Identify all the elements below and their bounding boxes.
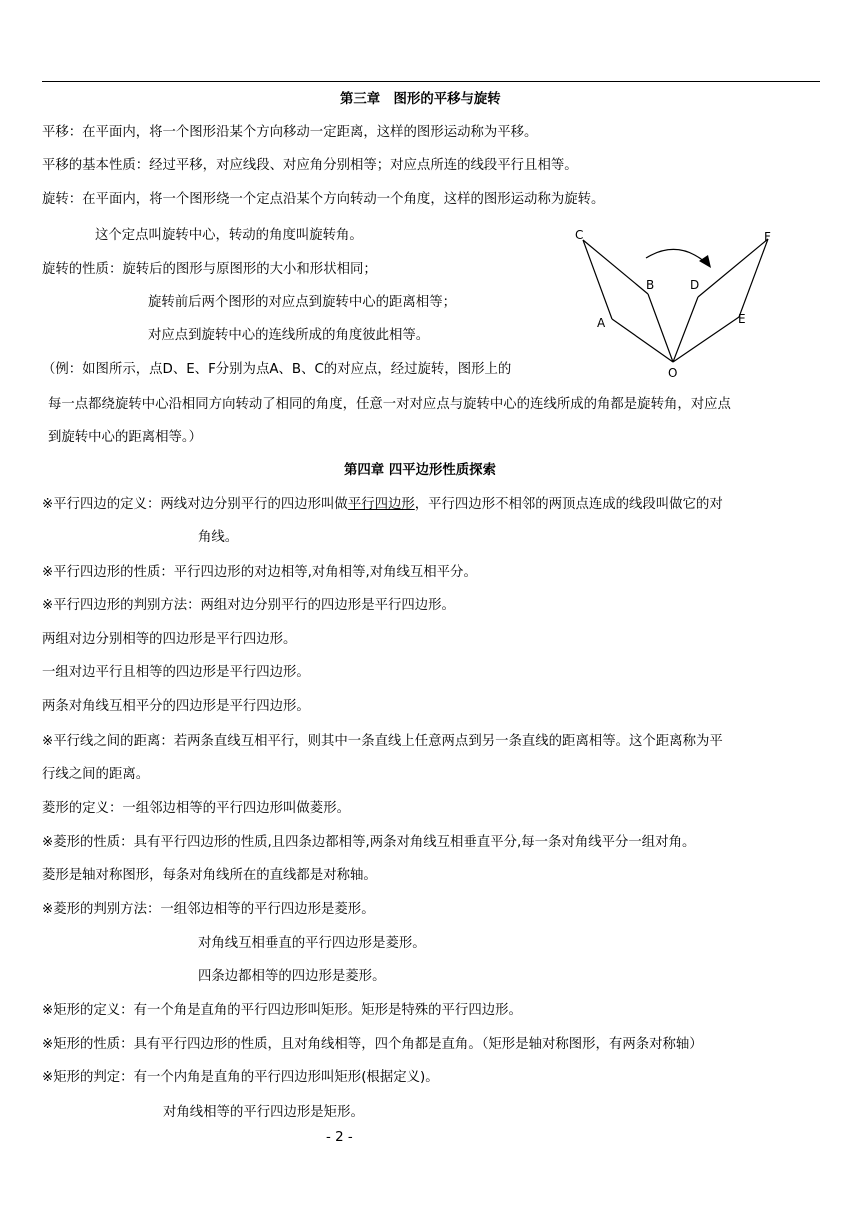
- rhombus-test-3: 四条边都相等的四边形是菱形。: [198, 969, 386, 984]
- rectangle-definition: ※矩形的定义：有一个角是直角的平行四边形叫矩形。矩形是特殊的平行四边形。: [42, 1003, 522, 1018]
- rotation-property-1: 旋转的性质：旋转后的图形与原图形的大小和形状相同；: [42, 262, 377, 277]
- parallelogram-definition: [42, 497, 723, 513]
- label-f: F: [764, 230, 771, 244]
- label-a: A: [597, 316, 606, 330]
- rotation-figure: [565, 222, 790, 382]
- rhombus-test-1: ※菱形的判别方法：一组邻边相等的平行四边形是菱形。: [42, 902, 375, 917]
- translation-definition: 平移：在平面内，将一个图形沿某个方向移动一定距离，这样的图形运动称为平移。: [42, 125, 538, 140]
- rotation-example-3: 到旋转中心的距离相等。）: [48, 430, 202, 445]
- header-rule: [42, 81, 820, 82]
- rectangle-test-1: ※矩形的判定：有一个内角是直角的平行四边形叫矩形(根据定义)。: [42, 1070, 439, 1085]
- rhombus-symmetry: 菱形是轴对称图形，每条对角线所在的直线都是对称轴。: [42, 868, 377, 883]
- parallel-distance-2: 行线之间的距离。: [42, 767, 150, 782]
- rhombus-property: ※菱形的性质：具有平行四边形的性质,且四条边都相等,两条对角线互相垂直平分,每一条对角线平分一组对角。: [42, 835, 696, 850]
- rotation-example-1: （例：如图所示，点D、E、F分别为点A、B、C的对应点，经过旋转，图形上的: [42, 362, 512, 377]
- chapter4-title: 第四章 四平边形性质探索: [344, 463, 496, 478]
- rotation-example-2: 每一点都绕旋转中心沿相同方向转动了相同的角度，任意一对对应点与旋转中心的连线所成的角都是旋转角，对应点: [48, 397, 731, 412]
- rhombus-test-2: 对角线互相垂直的平行四边形是菱形。: [198, 936, 426, 951]
- label-e: E: [738, 312, 746, 326]
- rectangle-property: ※矩形的性质：具有平行四边形的性质，且对角线相等，四个角都是直角。（矩形是轴对称图形，有两条对称轴）: [42, 1037, 703, 1052]
- label-o: O: [668, 366, 678, 380]
- chapter3-title: 第三章 图形的平移与旋转: [340, 92, 501, 107]
- parallelogram-test-2: 两组对边分别相等的四边形是平行四边形。: [42, 632, 297, 647]
- def-prefix: ※平行四边的定义：两线对边分别平行的四边形叫做: [42, 497, 348, 512]
- label-b: B: [646, 278, 655, 292]
- label-c: C: [575, 228, 584, 242]
- translation-property: 平移的基本性质：经过平移，对应线段、对应角分别相等；对应点所连的线段平行且相等。: [42, 158, 578, 173]
- rotation-center-text: 这个定点叫旋转中心，转动的角度叫旋转角。: [95, 228, 363, 243]
- parallelogram-test-3: 一组对边平行且相等的四边形是平行四边形。: [42, 665, 310, 680]
- parallelogram-test-1: ※平行四边形的判别方法：两组对边分别平行的四边形是平行四边形。: [42, 598, 455, 613]
- parallelogram-definition-cont: 角线。: [198, 530, 239, 545]
- def-suffix: ，平行四边形不相邻的两顶点连成的线段叫做它的对: [414, 497, 723, 512]
- label-d: D: [690, 278, 700, 292]
- rotation-property-3: 对应点到旋转中心的连线所成的角度彼此相等。: [148, 328, 430, 343]
- rectangle-test-2: 对角线相等的平行四边形是矩形。: [163, 1105, 364, 1120]
- page-number: - 2 -: [326, 1130, 353, 1145]
- parallelogram-property: ※平行四边形的性质：平行四边形的对边相等,对角相等,对角线互相平分。: [42, 565, 477, 580]
- rotation-definition: 旋转：在平面内，将一个图形绕一个定点沿某个方向转动一个角度，这样的图形运动称为旋转。: [42, 192, 605, 207]
- rhombus-definition: 菱形的定义：一组邻边相等的平行四边形叫做菱形。: [42, 801, 350, 816]
- parallelogram-test-4: 两条对角线互相平分的四边形是平行四边形。: [42, 699, 310, 714]
- parallel-distance-1: ※平行线之间的距离：若两条直线互相平行，则其中一条直线上任意两点到另一条直线的距离相等。这个距离称为平: [42, 734, 723, 749]
- rotation-property-2: 旋转前后两个图形的对应点到旋转中心的距离相等；: [148, 295, 456, 310]
- def-term: 平行四边形: [347, 497, 415, 512]
- arrow-head-icon: [699, 255, 711, 268]
